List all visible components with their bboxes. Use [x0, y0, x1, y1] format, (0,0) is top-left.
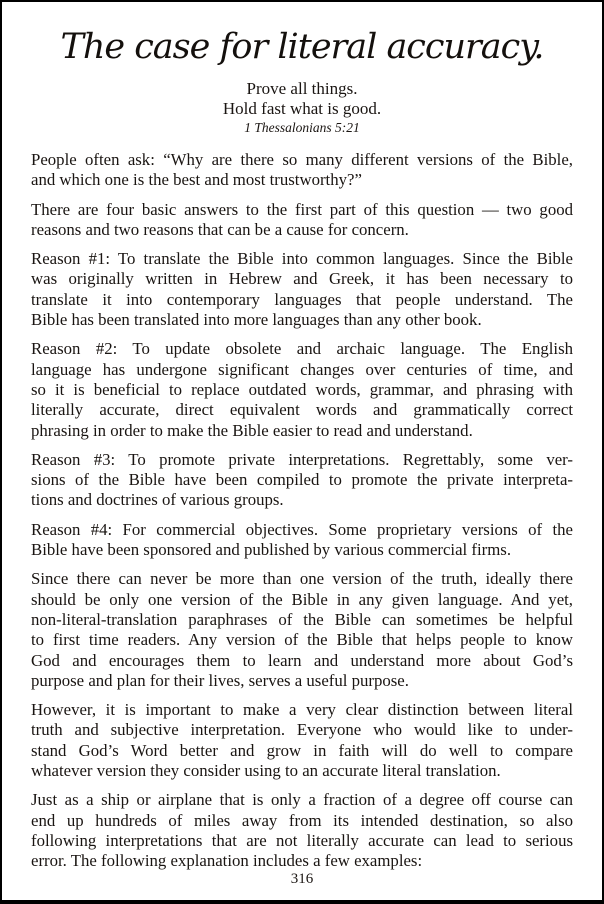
text-line: should be only one version of the Bible in any given language. And yet,	[31, 589, 573, 609]
paragraph	[31, 569, 573, 691]
text-line: following interpretations that are not literally accurate can lead to serious	[31, 830, 573, 850]
text-line: purpose and plan for their lives, serves a useful purpose.	[31, 670, 409, 690]
page-number: 316	[290, 871, 314, 887]
text-line: to first time readers. Any version of the Bible that helps people to know	[31, 630, 573, 650]
text-line: However, it is important to make a very clear distinction between literal	[31, 700, 573, 720]
paragraph	[31, 150, 573, 191]
text-line: literally accurate, direct equivalent words and grammatically correct	[31, 400, 573, 420]
body-text	[31, 150, 573, 872]
paragraph	[31, 249, 573, 330]
text-line: Since there can never be more than one version of the truth, ideally there	[31, 569, 573, 589]
paragraph	[31, 200, 573, 241]
paragraph	[31, 700, 573, 781]
paragraph	[31, 520, 573, 561]
text-line: Reason #3: To promote private interpretations. Regrettably, some ver-	[31, 449, 573, 469]
text-line: and which one is the best and most trustworthy?”	[31, 170, 362, 190]
text-line: so it is beneficial to replace outdated words, grammar, and phrasing with	[31, 379, 573, 399]
text-line: sions of the Bible have been compiled to promote the private interpreta-	[31, 470, 573, 490]
text-line: was originally written in Hebrew and Greek, it has been necessary to	[31, 269, 573, 289]
text-line: tions and doctrines of various groups.	[31, 490, 284, 510]
text-line: Reason #4: For commercial objectives. Some proprietary versions of the	[31, 519, 573, 539]
text-line: Just as a ship or airplane that is only a fraction of a degree off course can	[31, 790, 573, 810]
text-line: Bible have been sponsored and published by various commercial firms.	[31, 540, 512, 560]
epigraph	[2, 79, 602, 136]
text-line: error. The following explanation includes a few examples:	[31, 851, 423, 871]
epigraph-line-2: Hold fast what is good.	[222, 98, 382, 118]
text-line: Reason #1: To translate the Bible into common languages. Since the Bible	[31, 249, 573, 269]
text-line: Bible has been translated into more languages than any other book.	[31, 310, 482, 330]
scripture-reference: 1 Thessalonians 5:21	[244, 120, 360, 135]
text-line: non-literal-translation paraphrases of the Bible can sometimes be helpful	[31, 609, 573, 629]
text-line: God and encourages them to learn and understand more about God’s	[31, 650, 573, 670]
text-line: There are four basic answers to the first part of this question — two good	[31, 199, 573, 219]
text-line: language has undergone significant changes over centuries of time, and	[31, 359, 573, 379]
paragraph	[31, 790, 573, 871]
text-line: truth and subjective interpretation. Everyone who would like to under-	[31, 720, 573, 740]
text-line: Reason #2: To update obsolete and archaic language. The English	[31, 339, 573, 359]
text-line: translate it into contemporary languages that people understand. The	[31, 289, 573, 309]
text-line: stand God’s Word better and grow in faith will do well to compare	[31, 740, 573, 760]
page-title: The case for literal accuracy.	[60, 27, 544, 67]
paragraph	[31, 339, 573, 440]
paragraph	[31, 450, 573, 511]
text-line: whatever version they consider using to an accurate literal translation.	[31, 761, 501, 781]
text-line: end up hundreds of miles away from its intended destination, so also	[31, 810, 573, 830]
text-line: People often ask: “Why are there so many different versions of the Bible,	[31, 150, 573, 169]
text-line: reasons and two reasons that can be a cause for concern.	[31, 219, 409, 239]
epigraph-line-1: Prove all things.	[246, 79, 358, 98]
text-line: phrasing in order to make the Bible easier to read and understand.	[31, 420, 473, 440]
